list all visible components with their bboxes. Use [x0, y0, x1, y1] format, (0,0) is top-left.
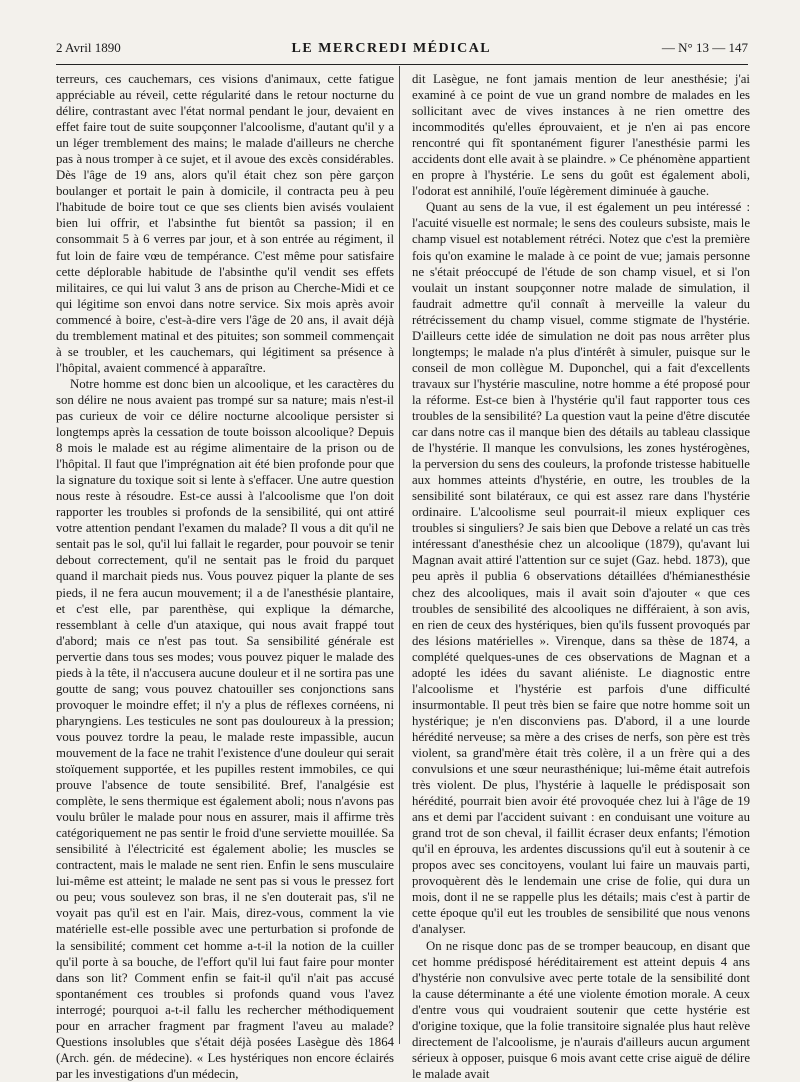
- journal-title: LE MERCREDI MÉDICAL: [291, 41, 492, 56]
- text-column-left: [56, 71, 394, 1082]
- paragraph: On ne risque donc pas de se tromper beaucoup, en disant que cet homme prédisposé héréditairement est atteint depuis 4 ans d'hystérie non convulsive avec perte totale de la sensibilité dont la cause déterminante a été une violente émotion morale. A ceux d'entre vous qui voudraient soutenir que cette hystérie est d'origine toxique, que la folie transitoire signalée plus haut relève directement de l'alcoolisme, je n'aurais d'ailleurs aucun argument sérieux à opposer, puisque 6 mois avant cette crise aiguë de délire le malade avait: [412, 938, 750, 1081]
- text-column-right: [412, 71, 750, 1082]
- paragraph: Notre homme est donc bien un alcoolique, et les caractères du son délire ne nous avaient pas trompé sur sa nature; mais n'est-il pas curieux de voir ce délire nocturne alcoolique persister si longtemps après la cessation de toute boisson alcoolique? Depuis 8 mois le malade est au régime alimentaire de la prison ou de l'hôpital. Il faut que l'imprégnation ait été bien profonde pour que la signature du toxique soit si lente à s'effacer. Une autre question nous reste à résoudre. Est-ce aussi à l'alcoolisme que l'on doit rapporter les troubles si profonds de la sensibilité, qui ont attiré votre attention pendant l'examen du malade? Il vous a dit qu'il ne sentait pas le sol, qu'il lui fallait le regarder, pour pouvoir se tenir debout correctement, qu'il ne sentait pas le froid du parquet quand il marchait pieds nus. Vous pouvez piquer la plante de ses pieds, il ne fera aucun mouvement; il a de l'anesthésie plantaire, et c'est elle, par parenthèse, qui explique la démarche, ressemblant à celle d'un ataxique, qui nous avait frappé tout d'abord; mais ce n'est pas tout. Sa sensibilité générale est pervertie dans tous ses modes; vous pouvez piquer le malade des pieds à la tête, il n'accusera aucune douleur et il ne sortira pas une goutte de sang; vous pouvez chatouiller ses conjonctions sans provoquer le moindre effet; il n'y a plus de réflexes cornéens, ni pharyngiens. Les testicules ne sont pas douloureux à la pression; vous pouvez tordre la peau, le malade reste impassible, aucun mouvement de la face ne trahit l'existence d'une douleur qui serait stoïquement supportée, et les pupilles restent immobiles, ce qui prouve l'absence de toute sensibilité. Bref, l'analgésie est complète, le sens thermique est également aboli; nous n'avons pas voulu brûler le malade pour nous en assurer, mais il affirme très catégoriquement ne pas sentir le froid d'une serviette mouillée. Sa sensibilité à l'électricité est également abolie; les muscles se contractent, mais le malade ne sent rien. Enfin le sens musculaire lui-même est atteint; le malade ne sent pas si vous le pressez fort ou peu; vous soulevez son bras, il ne s'en douterait pas, s'il ne voyait pas qu'il est en l'air. Mais, direz-vous, comment la vie matérielle est-elle possible avec une perturbation si profonde de la sensibilité; comment cet homme a-t-il la notion de la cuiller qu'il porte à sa bouche, de l'effort qu'il lui faut faire pour monter dans son lit? Comment enfin se fait-il qu'il n'ait pas accusé spontanément ces troubles si profonds quand vous l'avez interrogé; pourquoi a-t-il fallu les rechercher méthodiquement pour en arracher fragment par fragment l'aveu au malade? Questions insolubles que s'était déjà posées Lasègue dès 1864 (Arch. gén. de médecine). « Les hystériques non encore éclairés par les investigations d'un médecin,: [56, 376, 394, 1081]
- paragraph: terreurs, ces cauchemars, ces visions d'animaux, cette fatigue appréciable au réveil, cette régularité dans le retour nocturne du délire, contrastant avec l'état normal pendant le jour, devaient en effet faire tout de suite soupçonner l'alcoolisme, d'autant qu'il y a un léger tremblement des mains; le malade d'ailleurs ne cherche pas à nous tromper à ce sujet, et il avoue des excès considérables. Dès l'âge de 19 ans, alors qu'il était chez son père garçon boulanger et portait le pain à domicile, il contracta peu à peu l'habitude de boire tout ce que ses clients bien avisés voulaient bien lui offrir, et l'absinthe fut bientôt sa passion; il en consommait 5 à 6 verres par jour, et à son entrée au régiment, il fut loin de faire vœu de tempérance. C'est même pour satisfaire cette déplorable habitude de l'absinthe qu'il vendit ses effets militaires, ce qui lui valut 3 ans de prison au Cherche-Midi et ce qui légitime son envoi dans notre service. Six mois après avoir commencé à boire, c'est-à-dire vers l'âge de 20 ans, il avait déjà du tremblement matinal et des pituites; son sommeil commençait à se troubler, et les cauchemars, qui légitiment sa présence à l'hôpital, avaient commencé à apparaître.: [56, 72, 394, 375]
- issue-date: 2 Avril 1890: [56, 40, 121, 55]
- column-divider: [399, 66, 400, 1044]
- header-rule: [56, 64, 748, 65]
- page-header: [56, 40, 748, 62]
- paragraph: Quant au sens de la vue, il est également un peu intéressé : l'acuité visuelle est normale; le sens des couleurs subsiste, mais le champ visuel est notablement rétréci. Notez que c'est la première fois qu'on examine le malade à ce point de vue; jamais personne ne s'était préoccupé de l'étude de son champ visuel, et si l'on voulait un instant soupçonner notre malade de simulation, il faudrait admettre qu'il connaît à merveille la valeur du rétrécissement du champ visuel, comme stigmate de l'hystérie. D'ailleurs cette idée de simulation ne doit pas nous arrêter plus longtemps; le malade n'a plus d'intérêt à simuler, puisque sur le conseil de mon collègue M. Duponchel, qui a fait d'excellents travaux sur l'hystérie masculine, notre homme a été proposé pour la réforme. Est-ce bien à l'hystérie qu'il faut rapporter tous ces troubles de la sensibilité? La question vaut la peine d'être discutée car dans notre cas il manque bien des détails au tableau classique de l'hystérie. Il manque les convulsions, les zones hystérogènes, la perversion du sens des couleurs, la profonde tristesse habituelle aux hommes atteints d'hystérie, en outre, les troubles de la sensibilité sont bilatéraux, ce qui est assez rare dans l'hystérie ordinaire. L'alcoolisme seul pourrait-il mieux expliquer ces troubles si singuliers? Je sais bien que Debove a relaté un cas très intéressant d'anesthésie chez un alcoolique (1879), qu'avant lui Magnan avait attiré l'attention sur ce sujet (Gaz. hebd. 1873), que peu après il publia 6 observations détaillées d'hémianesthésie chez des alcooliques, mais il avait soin d'ajouter « que ces troubles de sensibilité des alcooliques ne différaient, à son avis, en rien de ceux des hystériques, bien qu'ils fussent provoqués par des lésions matérielles ». Virenque, dans sa thèse de 1874, a complété quelques-unes de ces observations de Magnan et a adopté les idées du savant aliéniste. Le diagnostic entre l'alcoolisme et l'hystérie est parfois d'une difficulté insurmontable. Il peut très bien se faire que notre homme soit un hystérique; je n'en disconviens pas. D'abord, il a une lourde hérédité nerveuse; sa mère a des crises de nerfs, son père est très violent, sa grand'mère était très colère, il a un frère qui a des convulsions et une sœur neurasthénique; lui-même était autrefois très violent. De plus, l'hystérie à laquelle le prédisposait son hérédité, pourrait bien avoir été provoquée chez lui à l'âge de 19 ans et demi par l'accident suivant : en conduisant une voiture au grand trot de son cheval, il faillit écraser deux enfants; l'émotion qu'il en éprouva, les ardentes discussions qu'il eut à soutenir à ce propos avec ses concitoyens, voulant lui faire un mauvais parti, provoquèrent dès le lendemain une crise de folie, qui dura un mois, dont il ne se rappelle plus les détails; mais c'est à partir de cette époque qu'il eut les troubles de sensibilité que nous venons d'analyser.: [412, 200, 750, 937]
- paragraph: dit Lasègue, ne font jamais mention de leur anesthésie; j'ai examiné à ce point de vue un grand nombre de malades en les sollicitant avec de vives instances à ne rien omettre des incommodités qu'elles éprouvaient, et je n'en ai pas encore rencontré qui fît spontanément figurer l'anesthésie parmi les accidents dont elle avait à se plaindre. » Ce phénomène appartient en propre à l'hystérie. Le sens du goût est également aboli, l'odorat est annihilé, l'ouïe légèrement diminuée à gauche.: [412, 72, 750, 199]
- issue-number-page: — N° 13 — 147: [661, 40, 748, 55]
